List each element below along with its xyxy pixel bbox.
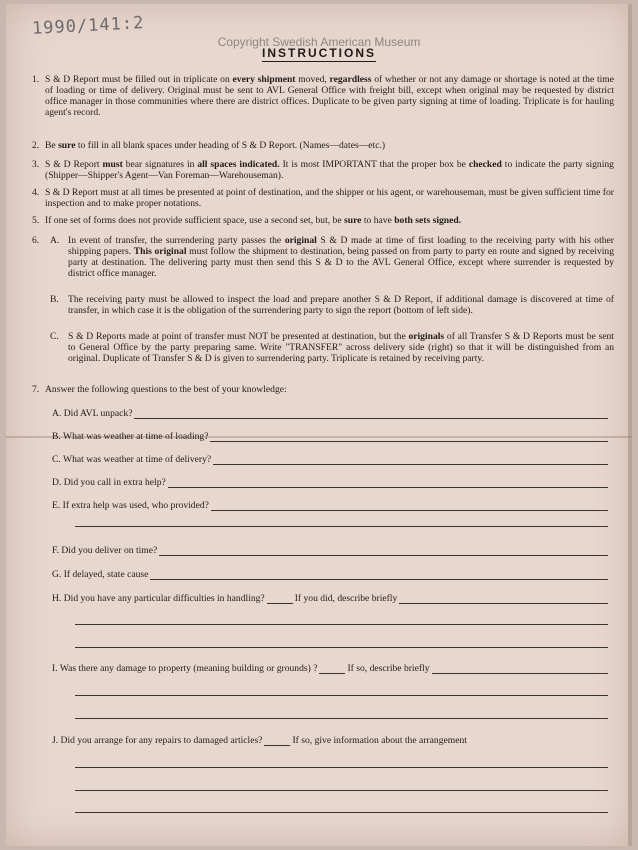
answer-j-line-2[interactable] <box>75 790 608 791</box>
answer-h-field[interactable] <box>399 595 608 604</box>
question-e: E. If extra help was used, who provided? <box>52 500 608 511</box>
answer-i-line-2[interactable] <box>75 695 608 696</box>
answer-j-yesno-field[interactable] <box>264 737 290 746</box>
answer-i-line-3[interactable] <box>75 718 608 719</box>
question-j: J. Did you arrange for any repairs to damaged articles? If so, give information about the arrangement <box>52 735 467 746</box>
instruction-5: 5. If one set of forms does not provide sufficient space, use a second set, but, be sure to have both sets signed. <box>32 215 614 226</box>
answer-h-yesno-field[interactable] <box>267 595 293 604</box>
instruction-5-text: If one set of forms does not provide sufficient space, use a second set, but, be sure to have both sets signed. <box>45 215 462 226</box>
transfer-c-text: S & D Reports made at point of transfer must NOT be presented at destination, but the originals of all Transfer S & D Reports must be sent to General Office by the party preparing same. Write "TRANSFER" across delivery side (right) so that it will be distinguished from an original. Duplicate of Transfer S & D is given to surrendering party. Triplicate is retained by receiving party. <box>68 331 614 364</box>
answer-d-field[interactable] <box>168 479 608 488</box>
transfer-c: C. S & D Reports made at point of transfer must NOT be presented at destination, but the originals of all Transfer S & D Reports must be sent to General Office by the party preparing same. Write "TRANSFER" across delivery side (right) so that it will be distinguished from an original. Duplicate of Transfer S & D is given to surrendering party. Triplicate is retained by receiving party. <box>50 331 614 364</box>
instruction-2-text: Be sure to fill in all blank spaces under heading of S & D Report. (Names—dates—etc.) <box>45 140 386 151</box>
transfer-a-text: In event of transfer, the surrendering party passes the original S & D made at time of first loading to the receiving party with his other shipping papers. This original must follow the shipment to destination, being passed on from party to party en route and signed by receiving party at destination. The delivering party must then send this S & D to the AVL General Office, except where surrender is requested by district office manager. <box>68 235 615 279</box>
answer-b-field[interactable] <box>210 433 608 442</box>
question-g: G. If delayed, state cause <box>52 569 608 580</box>
question-d: D. Did you call in extra help? <box>52 477 608 488</box>
instruction-4: 4. S & D Report must at all times be presented at point of destination, and the shipper or his agent, or warehouseman, must be given sufficient time for inspection and to make proper notations. <box>32 187 614 209</box>
copyright-watermark: Copyright Swedish American Museum <box>217 35 421 49</box>
page-title: INSTRUCTIONS <box>262 46 376 60</box>
transfer-a: A. In event of transfer, the surrendering party passes the original S & D made at time of first loading to the receiving party with his other shipping papers. This original must follow the shipment to destination, being passed on from party to party en route and signed by receiving party at destination. The delivering party must then send this S & D to the AVL General Office, except where surrender is requested by district office manager. <box>50 235 615 279</box>
question-a: A. Did AVL unpack? <box>52 408 608 419</box>
answer-f-field[interactable] <box>159 547 608 556</box>
answer-j-line-1[interactable] <box>75 767 608 768</box>
answer-g-field[interactable] <box>150 571 608 580</box>
instruction-4-text: S & D Report must at all times be presented at point of destination, and the shipper or his agent, or warehouseman, must be given sufficient time for inspection and to make proper notations. <box>45 187 614 209</box>
answer-h-line-3[interactable] <box>75 647 608 648</box>
questions-intro: 7. Answer the following questions to the best of your knowledge: <box>32 384 287 395</box>
transfer-b-text: The receiving party must be allowed to inspect the load and prepare another S & D Report, if additional damage is discovered at time of transfer, in which case it is the obligation of the surrendering party to sign the report (bottom of left side). <box>68 294 614 316</box>
question-i: I. Was there any damage to property (meaning building or grounds) ? If so, describe briefly <box>52 663 608 674</box>
instruction-2: 2. Be sure to fill in all blank spaces under heading of S & D Report. (Names—dates—etc.) <box>32 140 614 151</box>
question-c: C. What was weather at time of delivery? <box>52 454 608 465</box>
question-b: B. What was weather at time of loading? <box>52 431 608 442</box>
answer-i-field[interactable] <box>432 665 608 674</box>
question-f: F. Did you deliver on time? <box>52 545 608 556</box>
page-edge <box>628 4 632 846</box>
instruction-3: 3. S & D Report must bear signatures in all spaces indicated. It is most IMPORTANT that the proper box be checked to indicate the party signing (Shipper—Shipper's Agent—Van Foreman—Warehouseman). <box>32 159 614 181</box>
answer-i-yesno-field[interactable] <box>319 665 345 674</box>
instruction-1: 1. S & D Report must be filled out in triplicate on every shipment moved, regardless of whether or not any damage or shortage is noted at the time of loading or time of delivery. Original must be sent to AVL General Office with freight bill, except when original may be requested by district office manager in those communities where there are district offices. Duplicate to be given party signing at time of loading. Triplicate is for hauling agent's record. <box>32 74 615 118</box>
transfer-b: B. The receiving party must be allowed to inspect the load and prepare another S & D Report, if additional damage is discovered at time of transfer, in which case it is the obligation of the surrendering party to sign the report (bottom of left side). <box>50 294 614 316</box>
instruction-1-text: S & D Report must be filled out in triplicate on every shipment moved, regardless of whether or not any damage or shortage is noted at the time of loading or time of delivery. Original must be sent to AVL General Office with freight bill, except when original may be requested by district office manager in those communities where there are district offices. Duplicate to be given party signing at time of loading. Triplicate is for hauling agent's record. <box>45 74 615 118</box>
handwritten-reference: 1990/141:2 <box>31 13 145 39</box>
answer-e-line-2[interactable] <box>75 526 608 527</box>
instruction-3-text: S & D Report must bear signatures in all spaces indicated. It is most IMPORTANT that the proper box be checked to indicate the party signing (Shipper—Shipper's Agent—Van Foreman—Warehouseman). <box>45 159 614 181</box>
answer-j-line-3[interactable] <box>75 812 608 813</box>
answer-a-field[interactable] <box>134 410 608 419</box>
answer-e-field[interactable] <box>211 502 608 511</box>
question-h: H. Did you have any particular difficulties in handling? If you did, describe briefly <box>52 593 608 604</box>
form-page: 1990/141:2 Copyright Swedish American Museum INSTRUCTIONS 1. S & D Report must be filled out in triplicate on every shipment moved, regardless of whether or not any damage or shortage is noted at the time of loading or time of delivery. Original must be sent to AVL General Office with freight bill, except when original may be requested by district office manager in those communities where there are district offices. Duplicate to be given party signing at time of loading. Triplicate is for hauling agent's record. 2. Be sure to fill in all blank spaces under heading of S & D Report. (Names—dates—etc.) 3. S & D Report must bear signatures in all spaces indicated. It is most IMPORTANT that the proper box be checked to indicate the party signing (Shipper—Shipper's Agent—Van Foreman—Warehouseman). 4. S & D Report must at all times be presented at point of destination, and the shipper or his agent, or warehouseman, must be given sufficient time for inspection and to make proper notations. 5. If one set of forms does not provide sufficient space, use a second set, but, be sure to have both sets signed. 6. A. In event of transfer, the surrendering party passes the original S & D made at time of first loading to the receiving party with his other shipping papers. This original must follow the shipment to destination, being passed on from party to party en route and signed by receiving party at destination. The delivering party must then send this S & D to the AVL General Office, except where surrender is requested by district office manager. B. The receiving party must be allowed to inspect the load and prepare another S & D Report, if additional damage is discovered at time of transfer, in which case it is the obligation of the surrendering party to sign the report (bottom of left side). C. S & D Reports made at point of transfer must NOT be presented at destination, but the originals of all Transfer S & D Reports must be sent to General Office by the party preparing same. Write "TRANSFER" across delivery side (right) so that it will be distinguished from an original. Duplicate of Transfer S & D is given to surrendering party. Triplicate is retained by receiving party. 7. Answer the following questions to the best of your knowledge: A. Did AVL unpack? B. What was weather at time of loading? C. What was weather at time of delivery? D. Did you call in extra help? E. If extra help was used, who provided? F. Did you deliver on time? G. If delayed, state cause H. Did you have any particular difficulties in handling? If you did, describe briefly I. Was there any damage to property (meaning building or grounds) ? If so, describe briefly J. Did you arrange for any repairs to damaged articles? If so, give information about the arrangement <box>6 4 632 846</box>
answer-c-field[interactable] <box>213 456 608 465</box>
answer-h-line-2[interactable] <box>75 624 608 625</box>
